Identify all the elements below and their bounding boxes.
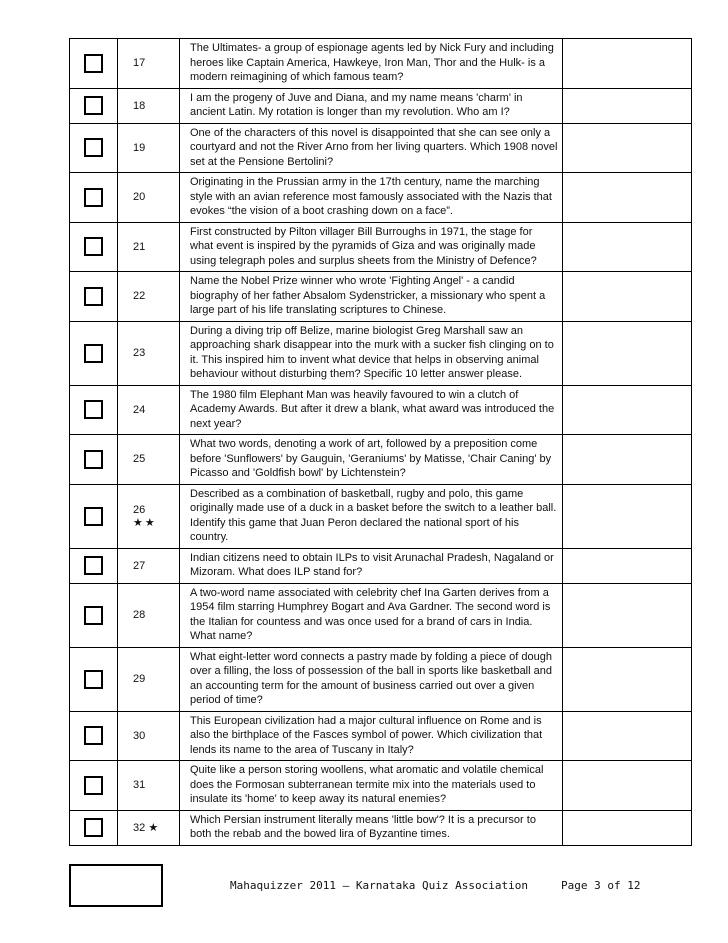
question-number-cell <box>118 548 180 583</box>
question-number: 32 <box>133 822 146 834</box>
checkbox-cell <box>70 272 118 322</box>
answer-cell[interactable] <box>563 321 692 385</box>
question-row <box>70 222 692 272</box>
question-text: The 1980 film Elephant Man was heavily favoured to win a clutch of Academy Awards. But after it drew a blank, what award was introduced the next year? <box>180 385 563 435</box>
question-number: 24 <box>133 403 146 416</box>
question-row <box>70 810 692 845</box>
question-number: 21 <box>133 240 146 253</box>
answer-cell[interactable] <box>563 810 692 845</box>
page-number: Page 3 of 12 <box>561 879 641 892</box>
answer-cell[interactable] <box>563 548 692 583</box>
checkbox-cell <box>70 173 118 223</box>
question-number: 27 <box>133 559 146 572</box>
question-number-cell <box>118 123 180 173</box>
checkbox-cell <box>70 647 118 711</box>
question-number-cell <box>118 435 180 485</box>
question-row <box>70 647 692 711</box>
question-row <box>70 548 692 583</box>
question-text: What two words, denoting a work of art, followed by a preposition come before 'Sunflowers' by Gauguin, 'Geraniums' by Matisse, 'Chair Caning' by Picasso and 'Goldfish bowl' by Lichtenstein? <box>180 435 563 485</box>
question-row <box>70 272 692 322</box>
question-number-cell <box>118 583 180 647</box>
answer-checkbox[interactable] <box>84 96 103 115</box>
question-number-cell <box>118 321 180 385</box>
checkbox-cell <box>70 810 118 845</box>
answer-checkbox[interactable] <box>84 237 103 256</box>
answer-checkbox[interactable] <box>84 188 103 207</box>
question-text: Described as a combination of basketball, rugby and polo, this game originally made use of a duck in a basket before the switch to a leather ball. Identify this game that Juan Peron declared the national sport of his country. <box>180 484 563 548</box>
question-text: During a diving trip off Belize, marine biologist Greg Marshall saw an approaching shark disappear into the murk with a sucker fish clinging on to it. This inspired him to invent what device that helps in observing animal behaviour without disturbing them? Specific 10 letter answer please. <box>180 321 563 385</box>
question-number: 18 <box>133 99 146 112</box>
question-text: What eight-letter word connects a pastry made by folding a piece of dough over a filling, the loss of possession of the ball in sports like basketball and an accounting term for the amount of business carried out over a given period of time? <box>180 647 563 711</box>
answer-checkbox[interactable] <box>84 344 103 363</box>
question-text: Which Persian instrument literally means 'little bow'? It is a precursor to both the rebab and the bowed lira of Byzantine times. <box>180 810 563 845</box>
checkbox-cell <box>70 583 118 647</box>
question-number: 25 <box>133 453 146 466</box>
question-text: I am the progeny of Juve and Diana, and my name means 'charm' in ancient Latin. My rotation is longer than my revolution. Who am I? <box>180 88 563 123</box>
checkbox-cell <box>70 711 118 761</box>
question-text: This European civilization had a major cultural influence on Rome and is also the birthplace of the Fasces symbol of power. Which civilization that lends its name to the area of Tuscany in Italy? <box>180 711 563 761</box>
question-row <box>70 173 692 223</box>
question-text: One of the characters of this novel is disappointed that she can see only a courtyard and not the River Arno from her living quarters. Which 1908 novel set at the Pensione Bertolini? <box>180 123 563 173</box>
answer-checkbox[interactable] <box>84 606 103 625</box>
question-number-cell <box>118 484 180 548</box>
question-number: 26 <box>133 503 146 516</box>
question-text: Originating in the Prussian army in the 17th century, name the marching style with an avian reference most famously associated with the Nazis that evokes “the vision of a boot crashing down on a face”. <box>180 173 563 223</box>
answer-checkbox[interactable] <box>84 776 103 795</box>
answer-cell[interactable] <box>563 647 692 711</box>
question-text: The Ultimates- a group of espionage agents led by Nick Fury and including heroes like Captain America, Hawkeye, Iron Man, Thor and the Hulk- is a modern reimagining of which famous team? <box>180 39 563 89</box>
checkbox-cell <box>70 321 118 385</box>
answer-cell[interactable] <box>563 272 692 322</box>
score-box <box>69 864 163 907</box>
checkbox-cell <box>70 548 118 583</box>
question-number: 17 <box>133 57 146 70</box>
question-text: First constructed by Pilton villager Bill Burroughs in 1971, the stage for what event is inspired by the pyramids of Giza and was originally made using telegraph poles and surplus sheets from the Ministry of Defence? <box>180 222 563 272</box>
checkbox-cell <box>70 385 118 435</box>
questions-table <box>69 38 692 846</box>
question-row <box>70 123 692 173</box>
answer-cell[interactable] <box>563 761 692 811</box>
answer-cell[interactable] <box>563 484 692 548</box>
question-number: 22 <box>133 290 146 303</box>
answer-cell[interactable] <box>563 39 692 89</box>
question-row <box>70 711 692 761</box>
question-number-cell <box>118 272 180 322</box>
answer-checkbox[interactable] <box>84 670 103 689</box>
question-number: 29 <box>133 673 146 685</box>
question-number: 19 <box>133 141 146 154</box>
question-row <box>70 385 692 435</box>
answer-cell[interactable] <box>563 173 692 223</box>
answer-checkbox[interactable] <box>84 54 103 73</box>
question-number: 28 <box>133 609 146 621</box>
answer-checkbox[interactable] <box>84 726 103 745</box>
question-number: 30 <box>133 729 146 742</box>
checkbox-cell <box>70 435 118 485</box>
question-text: Name the Nobel Prize winner who wrote 'Fighting Angel' - a candid biography of her father Absalom Sydenstricker, a missionary who spent a large part of his life translating scriptures to Chinese. <box>180 272 563 322</box>
question-number: 23 <box>133 347 146 359</box>
checkbox-cell <box>70 761 118 811</box>
question-number-cell <box>118 385 180 435</box>
difficulty-stars: ★ <box>148 822 161 834</box>
checkbox-cell <box>70 39 118 89</box>
question-number-cell <box>118 39 180 89</box>
question-number-cell <box>118 711 180 761</box>
question-row <box>70 484 692 548</box>
question-text: Quite like a person storing woollens, what aromatic and volatile chemical does the Formosan subterranean termite mix into the materials used to insulate its 'home' to keep away its natural enemies? <box>180 761 563 811</box>
answer-cell[interactable] <box>563 88 692 123</box>
question-number-cell <box>118 810 180 845</box>
question-text: A two-word name associated with celebrity chef Ina Garten derives from a 1954 film starring Humphrey Bogart and Ava Gardner. The second word is the Italian for countess and was once used for a brand of cars in India. What name? <box>180 583 563 647</box>
answer-cell[interactable] <box>563 123 692 173</box>
answer-cell[interactable] <box>563 385 692 435</box>
answer-checkbox[interactable] <box>84 287 103 306</box>
checkbox-cell <box>70 88 118 123</box>
answer-checkbox[interactable] <box>84 400 103 419</box>
answer-checkbox[interactable] <box>84 450 103 469</box>
answer-checkbox[interactable] <box>84 138 103 157</box>
difficulty-stars: ★★ <box>133 516 157 529</box>
question-row <box>70 435 692 485</box>
question-row <box>70 321 692 385</box>
question-number-cell <box>118 173 180 223</box>
question-number-cell <box>118 761 180 811</box>
question-row <box>70 583 692 647</box>
question-number-cell <box>118 88 180 123</box>
answer-checkbox[interactable] <box>84 507 103 526</box>
answer-cell[interactable] <box>563 583 692 647</box>
question-text: Indian citizens need to obtain ILPs to visit Arunachal Pradesh, Nagaland or Mizoram. What does ILP stand for? <box>180 548 563 583</box>
question-number: 31 <box>133 779 146 792</box>
answer-cell[interactable] <box>563 711 692 761</box>
checkbox-cell <box>70 123 118 173</box>
question-number: 20 <box>133 191 146 204</box>
question-row <box>70 39 692 89</box>
answer-cell[interactable] <box>563 222 692 272</box>
question-row <box>70 761 692 811</box>
question-number-cell <box>118 222 180 272</box>
answer-checkbox[interactable] <box>84 818 103 837</box>
checkbox-cell <box>70 484 118 548</box>
answer-checkbox[interactable] <box>84 556 103 575</box>
question-row <box>70 88 692 123</box>
footer-title: Mahaquizzer 2011 – Karnataka Quiz Association <box>230 879 529 892</box>
answer-cell[interactable] <box>563 435 692 485</box>
checkbox-cell <box>70 222 118 272</box>
question-number-cell <box>118 647 180 711</box>
